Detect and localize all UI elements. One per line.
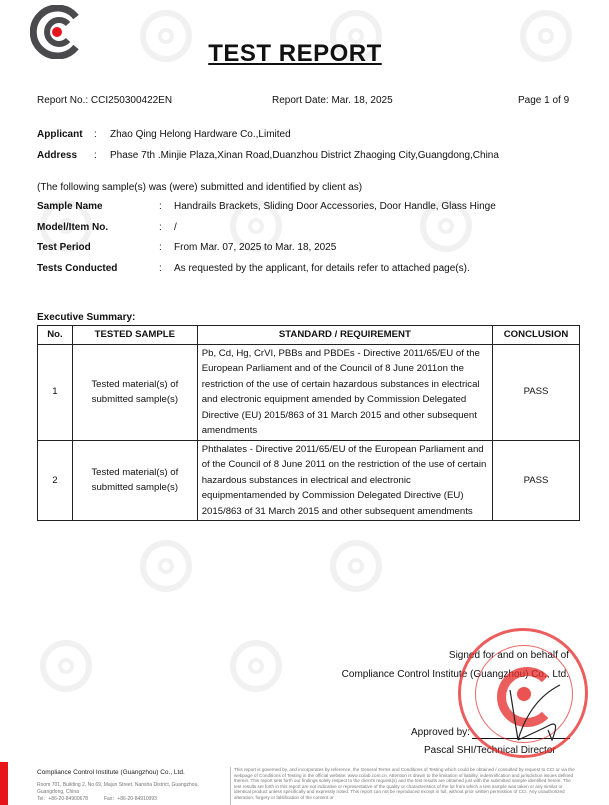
applicant-label: Applicant: [37, 129, 83, 140]
row-conclusion: PASS: [493, 344, 580, 440]
report-number: Report No.: CCI250300422EN: [37, 95, 173, 106]
footer-fax: Fax：+86-20-84910993: [104, 796, 157, 802]
footer-red-bar: [0, 762, 8, 805]
colon: :: [94, 129, 97, 140]
executive-summary-table: [37, 325, 580, 521]
report-date: Report Date: Mar. 18, 2025: [272, 95, 393, 106]
test-period-value: From Mar. 07, 2025 to Mar. 18, 2025: [174, 242, 337, 253]
row-conclusion: PASS: [493, 440, 580, 521]
sample-intro: (The following sample(s) was (were) submitted and identified by client as): [37, 182, 363, 193]
table-header-row: [38, 326, 580, 345]
header-tested-sample: TESTED SAMPLE: [72, 326, 197, 345]
signing-company: Compliance Control Institute (Guangzhou) Co., Ltd.: [341, 669, 569, 680]
watermark-logo: [40, 640, 92, 692]
model-value: /: [174, 222, 177, 233]
model-label: Model/Item No.: [37, 222, 109, 233]
colon: :: [159, 222, 162, 233]
row-sample: Tested material(s) of submitted sample(s): [72, 440, 197, 521]
colon: :: [94, 150, 97, 161]
footer-divider: [230, 767, 231, 805]
row-no: 1: [38, 344, 73, 440]
signed-for-text: Signed for and on behalf of: [448, 650, 569, 661]
header-no: No.: [38, 326, 73, 345]
row-standard: Pb, Cd, Hg, CrVI, PBBs and PBDEs - Directive 2011/65/EU of the European Parliament and of the Council of 8 June 2011on the restriction of the use of certain hazardous substances in electrical and electronic equipment amended by Commission Delegated Directive (EU) 2015/863 of 31 March 2015 and other subsequent amendments: [197, 344, 492, 440]
watermark-logo: [230, 640, 282, 692]
table-row: [38, 344, 580, 440]
footer-tel: Tel：+86-20-84900678: [37, 796, 89, 802]
row-sample: Tested material(s) of submitted sample(s): [72, 344, 197, 440]
colon: :: [159, 242, 162, 253]
header-standard: STANDARD / REQUIREMENT: [197, 326, 492, 345]
footer-legal-text: This report is governed by, and incorporates by reference, the General Terms and Conditions of Testing which could be obtained / consulted by request to CCI or via the webpage of Conditions of Testing in the official website: www.ccilab.com.cn. Attention is drawn to the limitation of liability, indemnification and jurisdiction issues defined therein. This report sets forth our findings solely respect to the client's request(s) and the test results are obtained just with the submitted sample identified herein. The test results set forth in this report are not indicative or representative of the quality or characteristics of the lot from which a test sample was taken or any similar or identical product unless specifically and expressly noted. This report can not be reproduced except in full, without prior written permission of CCI. Any unauthorized alteration, forgery or falsification of the content or: [234, 767, 575, 800]
footer-company: Compliance Control Institute (Guangzhou) Co., Ltd.: [37, 769, 185, 776]
row-no: 2: [38, 440, 73, 521]
executive-summary-title: Executive Summary:: [37, 312, 136, 323]
watermark-logo: [140, 540, 192, 592]
applicant-value: Zhao Qing Helong Hardware Co.,Limited: [110, 129, 291, 140]
address-value: Phase 7th .Minjie Plaza,Xinan Road,Duanzhou District Zhaoging City,Guangdong,China: [110, 150, 499, 161]
sample-name-label: Sample Name: [37, 201, 103, 212]
sample-name-value: Handrails Brackets, Sliding Door Accessories, Door Handle, Glass Hinge: [174, 201, 496, 212]
watermark-logo: [330, 540, 382, 592]
approved-by-label: Approved by:: [411, 727, 470, 738]
page-title: TEST REPORT: [208, 40, 382, 67]
row-standard: Phthalates - Directive 2011/65/EU of the European Parliament and of the Council of 8 June 2011 on the restriction of the use of certain hazardous substances in electrical and electronic equipmentamended by Commission Delegated Directive (EU) 2015/863 of 31 March 2015 and other subsequent amendments: [197, 440, 492, 521]
footer-address: Room 701, Building 2, No.69, Majun Street, Nansha District, Guangzhou, Guangdong, China: [37, 782, 199, 795]
test-period-label: Test Period: [37, 242, 91, 253]
approver-name: Pascal SHI/Technical Director: [424, 745, 556, 756]
colon: :: [159, 201, 162, 212]
tests-conducted-value: As requested by the applicant, for details refer to attached page(s).: [174, 263, 470, 274]
handwritten-signature: [490, 680, 570, 750]
tests-conducted-label: Tests Conducted: [37, 263, 118, 274]
colon: :: [159, 263, 162, 274]
page-number: Page 1 of 9: [518, 95, 570, 106]
table-row: [38, 440, 580, 521]
address-label: Address: [37, 150, 78, 161]
header-conclusion: CONCLUSION: [493, 326, 580, 345]
